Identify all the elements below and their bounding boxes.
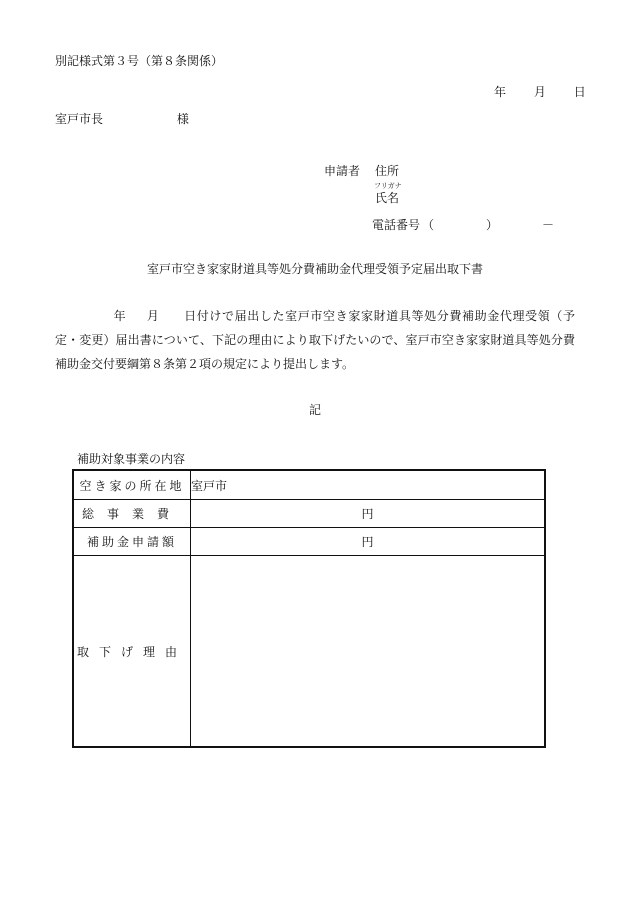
ki-heading: 記 bbox=[308, 403, 321, 417]
form-number: 別記様式第３号（第８条関係） bbox=[55, 54, 224, 68]
date-day: 日 bbox=[573, 85, 586, 99]
applicant-tel bbox=[372, 216, 554, 233]
subsidy-amount-label: 補助金申請額 bbox=[73, 528, 191, 556]
applicant-label: 申請者 bbox=[324, 164, 361, 178]
withdrawal-reason-label: 取下げ理由 bbox=[73, 556, 191, 748]
withdrawal-reason-value bbox=[191, 556, 546, 748]
body-text: 日付けで届出した室戸市空き家家財道具等処分費補助金代理受領（予定・変更）届出書について、下記の理由により取下げたいので、室戸市空き家家財道具等処分費補助金交付要綱第８条第２項の規定により提出します。 bbox=[55, 309, 575, 371]
tel-close-paren: ） bbox=[486, 218, 499, 232]
addressee-name: 室戸市長 bbox=[55, 112, 104, 126]
total-cost-label: 総事業費 bbox=[73, 500, 191, 528]
applicant-address-label: 住所 bbox=[375, 164, 400, 178]
table-row bbox=[73, 528, 545, 556]
tel-label: 電話番号 bbox=[372, 218, 421, 232]
table-row bbox=[73, 556, 545, 748]
addressee-honorific: 様 bbox=[176, 112, 189, 126]
body-month: 月 bbox=[146, 309, 160, 323]
property-location-value: 室戸市 bbox=[191, 470, 546, 500]
table-row bbox=[73, 500, 545, 528]
date-month: 月 bbox=[533, 85, 546, 99]
applicant-name-label: 氏名 bbox=[375, 191, 400, 205]
furigana-label: フリガナ bbox=[374, 182, 402, 190]
table-row bbox=[73, 470, 545, 500]
subsidy-amount-value: 円 bbox=[191, 528, 546, 556]
tel-open-paren: （ bbox=[422, 218, 435, 232]
body-year: 年 bbox=[113, 309, 127, 323]
addressee bbox=[55, 110, 189, 127]
document-title: 室戸市空き家家財道具等処分費補助金代理受領予定届出取下書 bbox=[146, 262, 483, 276]
date-line bbox=[494, 83, 586, 100]
tel-dash: － bbox=[542, 218, 555, 232]
property-location-label: 空き家の所在地 bbox=[73, 470, 191, 500]
total-cost-value: 円 bbox=[191, 500, 546, 528]
subsidy-content-table bbox=[72, 469, 546, 748]
body-paragraph bbox=[55, 304, 575, 376]
date-year: 年 bbox=[494, 85, 507, 99]
table-caption: 補助対象事業の内容 bbox=[77, 452, 186, 466]
